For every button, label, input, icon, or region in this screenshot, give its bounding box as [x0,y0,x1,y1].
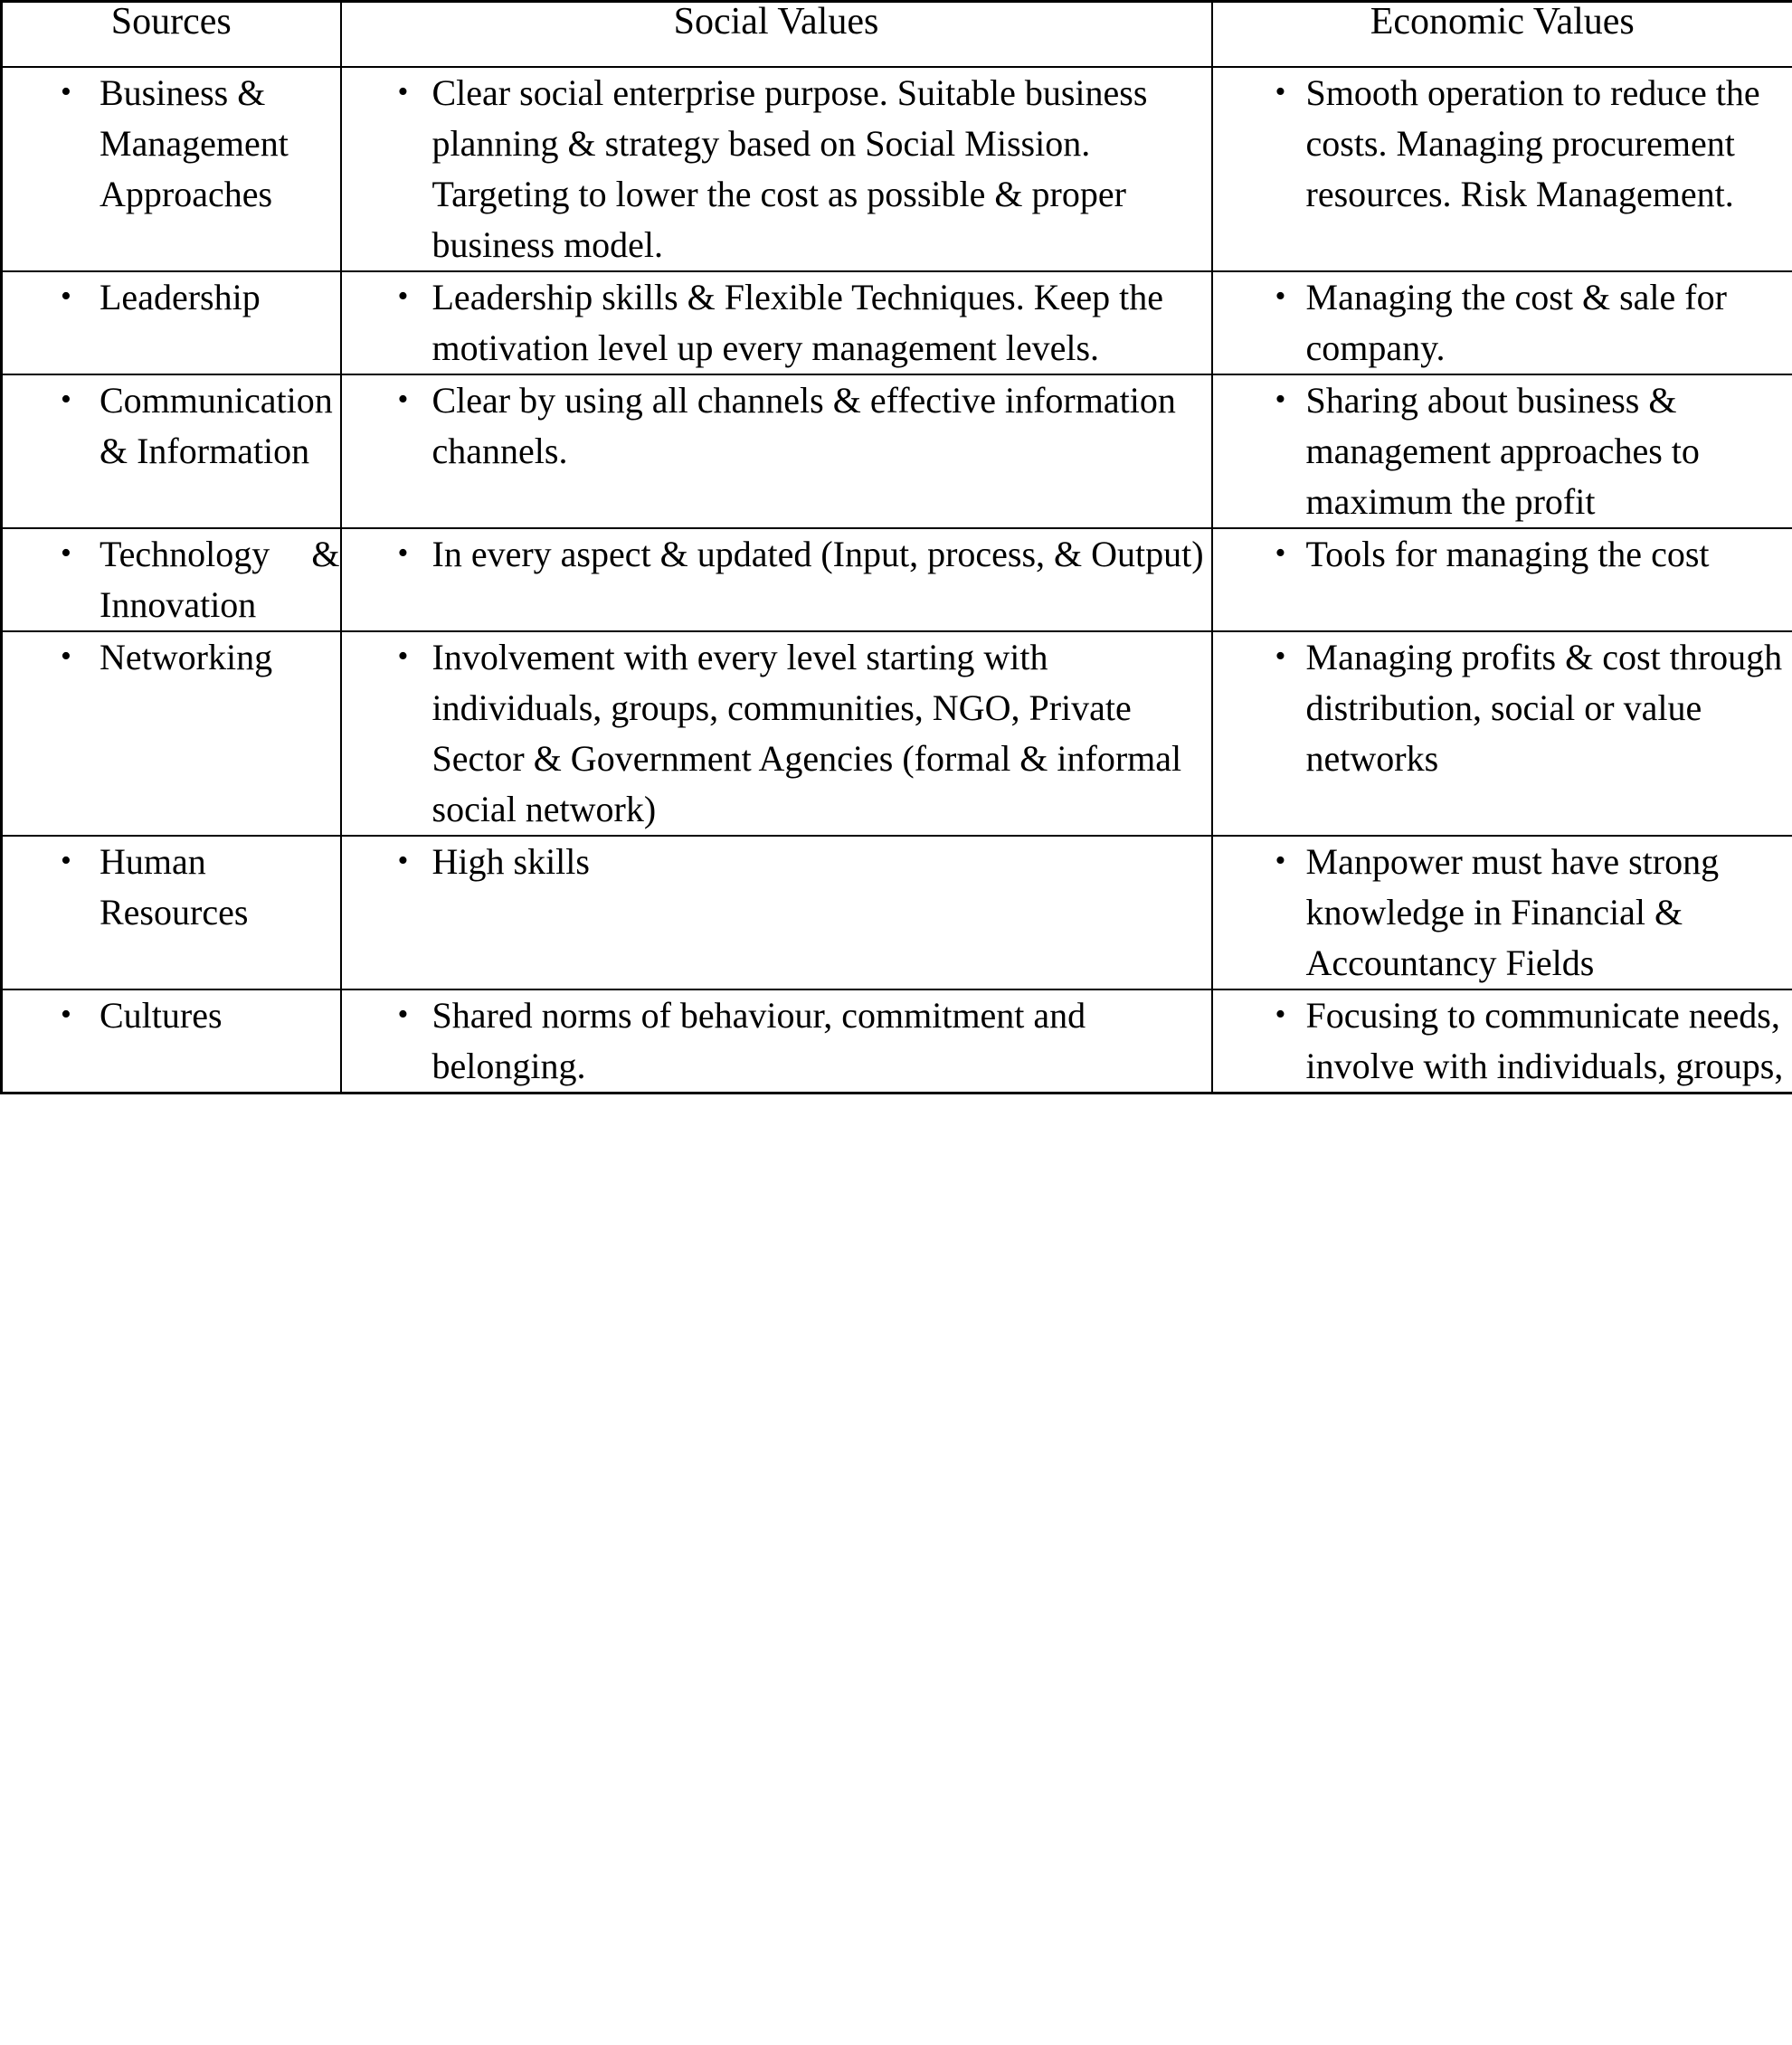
bullet-list [1213,990,1792,1092]
bullet-list [3,68,340,220]
cell-social [341,67,1212,271]
header-row [2,2,1792,67]
list-item-text: Human Resources [100,840,249,933]
list-item [342,632,1211,835]
bullet-list [342,68,1211,270]
bullet-icon: • [397,535,409,570]
table-row [2,67,1792,271]
bullet-icon: • [1275,74,1286,109]
table-row [2,374,1792,528]
bullet-list [1213,375,1792,527]
bullet-icon: • [61,843,71,877]
list-item [342,529,1211,580]
bullet-list [3,529,340,630]
list-item-text: Shared norms of behaviour, commitment and belonging. [431,994,1086,1086]
list-item [3,68,340,220]
list-item [1213,375,1792,527]
table-header [2,2,1792,67]
bullet-list [3,837,340,938]
column-header-sources: Sources [2,2,341,67]
cell-sources [2,67,341,271]
cell-economic [1212,374,1792,528]
bullet-icon: • [397,279,409,313]
bullet-icon: • [397,639,409,673]
list-item [1213,272,1792,374]
cell-economic [1212,271,1792,374]
list-item-text: Clear social enterprise purpose. Suitable business planning & strategy based on Social Mission. Targeting to lower the cost as possible & proper business model. [431,71,1148,265]
bullet-list [1213,837,1792,989]
list-item [1213,529,1792,580]
list-item [3,990,340,1041]
bullet-icon: • [1275,639,1286,673]
list-item-text: Cultures [100,994,223,1036]
cell-sources [2,528,341,631]
table-row [2,271,1792,374]
bullet-icon: • [397,997,409,1031]
bullet-list [342,990,1211,1092]
list-item [342,837,1211,887]
bullet-icon: • [61,279,71,313]
bullet-icon: • [1275,382,1286,416]
bullet-icon: • [397,382,409,416]
bullet-icon: • [61,639,71,673]
list-item-text: Manpower must have strong knowledge in Financial & Accountancy Fields [1305,840,1720,983]
bullet-list [3,632,340,683]
list-item [342,272,1211,374]
table-body [2,67,1792,1094]
bullet-icon: • [1275,279,1286,313]
cell-social [341,989,1212,1094]
list-item [3,529,340,630]
bullet-icon: • [61,74,71,109]
bullet-list [1213,68,1792,220]
list-item-text: Smooth operation to reduce the costs. Managing procurement resources. Risk Management. [1305,71,1760,214]
cell-economic [1212,836,1792,989]
bullet-list [342,529,1211,580]
list-item-text: Sharing about business & management approaches to maximum the profit [1305,379,1700,522]
cell-economic [1212,67,1792,271]
bullet-list [1213,529,1792,580]
list-item [342,990,1211,1092]
bullet-list [342,632,1211,835]
list-item [1213,68,1792,220]
list-item-text: Focusing to communicate needs, involve with individuals, groups, [1305,994,1784,1086]
cell-social [341,374,1212,528]
cell-social [341,836,1212,989]
list-item [1213,990,1792,1092]
list-item-text: In every aspect & updated (Input, process, & Output) [431,533,1204,574]
cell-sources [2,836,341,989]
bullet-list [3,990,340,1041]
list-item-text: Tools for managing the cost [1305,533,1710,574]
bullet-icon: • [61,535,71,570]
list-item-text: High skills [431,840,590,882]
list-item-text: Leadership skills & Flexible Techniques. Keep the motivation level up every management levels. [431,276,1163,368]
cell-sources [2,374,341,528]
list-item [342,375,1211,477]
cell-social [341,528,1212,631]
bullet-icon: • [1275,843,1286,877]
bullet-list [342,375,1211,477]
bullet-icon: • [61,382,71,416]
column-header-social: Social Values [341,2,1212,67]
table-row [2,528,1792,631]
cell-social [341,271,1212,374]
table-row [2,631,1792,836]
list-item-text: Leadership [100,276,261,317]
cell-economic [1212,528,1792,631]
list-item [3,837,340,938]
cell-sources [2,631,341,836]
bullet-list [1213,272,1792,374]
list-item [3,272,340,323]
list-item-text: Communication & Information [100,379,333,471]
cell-economic [1212,989,1792,1094]
list-item-text: Networking [100,636,273,677]
bullet-icon: • [61,997,71,1031]
list-item-text: Clear by using all channels & effective information channels. [431,379,1176,471]
cell-social [341,631,1212,836]
bullet-list [3,375,340,477]
cell-economic [1212,631,1792,836]
bullet-icon: • [397,74,409,109]
bullet-list [342,837,1211,887]
bullet-icon: • [397,843,409,877]
bullet-icon: • [1275,997,1286,1031]
list-item [1213,837,1792,989]
list-item-text: Involvement with every level starting with individuals, groups, communities, NGO, Private Sector & Government Agencies (formal & informal social network) [431,636,1182,829]
list-item-text: Managing the cost & sale for company. [1305,276,1727,368]
list-item [3,375,340,477]
list-item [342,68,1211,270]
bullet-list [1213,632,1792,784]
bullet-list [3,272,340,323]
table-row [2,836,1792,989]
list-item-text: Business & Management Approaches [100,71,289,214]
list-item [3,632,340,683]
table-row [2,989,1792,1094]
column-header-economic: Economic Values [1212,2,1792,67]
bullet-icon: • [1275,535,1286,570]
list-item-text: Managing profits & cost through distribution, social or value networks [1305,636,1783,779]
cell-sources [2,989,341,1094]
bullet-list [342,272,1211,374]
list-item-text: Technology & Innovation [100,533,340,625]
list-item [1213,632,1792,784]
cell-sources [2,271,341,374]
